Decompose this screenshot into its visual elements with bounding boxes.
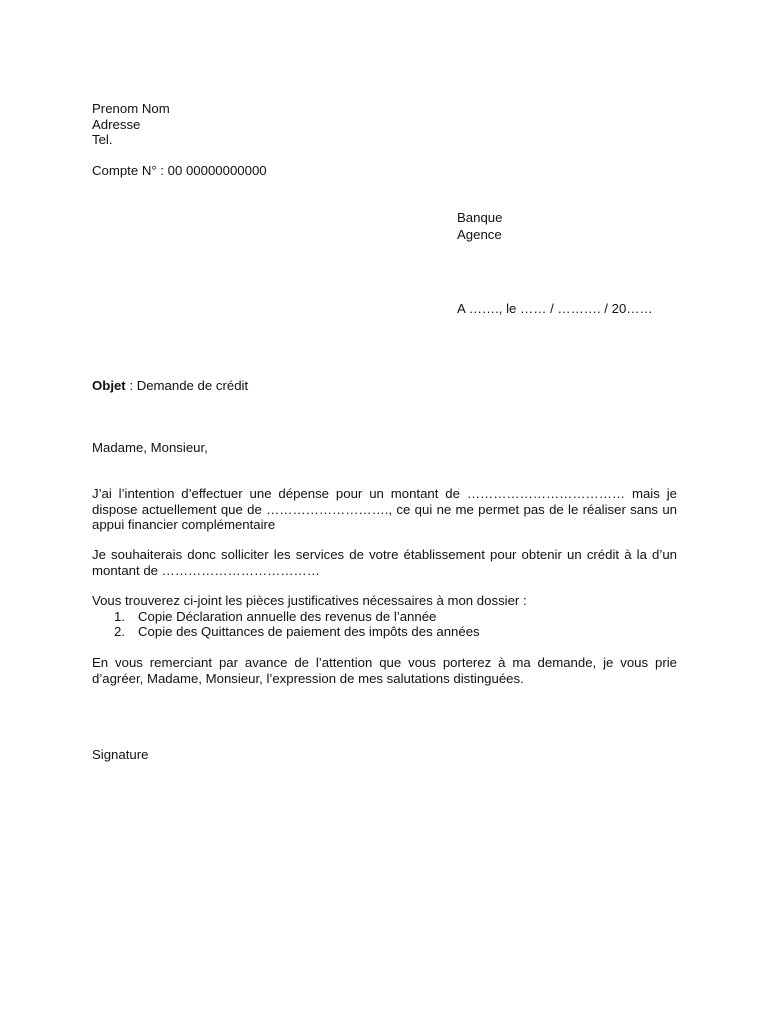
- salutation: Madame, Monsieur,: [92, 440, 208, 455]
- signature-label: Signature: [92, 747, 149, 762]
- list-item: [92, 624, 677, 640]
- list-item-number: 1.: [114, 608, 125, 624]
- sender-address: Adresse: [92, 116, 141, 132]
- subject-text: : Demande de crédit: [125, 378, 249, 393]
- subject-label: Objet: [92, 378, 126, 393]
- sender-block: [92, 101, 170, 148]
- place-date-line: A ……., le …… / ………. / 20……: [457, 301, 653, 316]
- recipient-bank: Banque: [457, 210, 503, 225]
- account-number: Compte N° : 00 00000000000: [92, 163, 267, 178]
- enclosures-list: [92, 609, 677, 640]
- subject-line: [92, 378, 248, 394]
- recipient-block: [457, 209, 502, 243]
- list-item-number: 2.: [114, 624, 125, 639]
- paragraph-request: Je souhaiterais donc solliciter les services de votre établissement pour obtenir un crédit à la d’un montant de ………………………………: [92, 547, 677, 578]
- list-item-text: Copie des Quittances de paiement des impôts des années: [138, 624, 480, 639]
- sender-phone: Tel.: [92, 132, 113, 147]
- list-item: [92, 609, 677, 625]
- paragraph-intent: J’ai l’intention d’effectuer une dépense pour un montant de ……………………………… mais je dispose actuellement que de ………………………., ce qui ne me permet pas de le réaliser sans un appui financier complémentaire: [92, 486, 677, 532]
- enclosures-intro: Vous trouverez ci-joint les pièces justificatives nécessaires à mon dossier :: [92, 593, 527, 608]
- sender-name: Prenom Nom: [92, 101, 170, 116]
- list-item-text: Copie Déclaration annuelle des revenus de l’année: [138, 608, 437, 624]
- recipient-agency: Agence: [457, 227, 502, 242]
- paragraph-closing: En vous remerciant par avance de l’attention que vous porterez à ma demande, je vous prie d’agréer, Madame, Monsieur, l’expression de mes salutations distinguées.: [92, 655, 677, 686]
- enclosures-section: [92, 593, 677, 640]
